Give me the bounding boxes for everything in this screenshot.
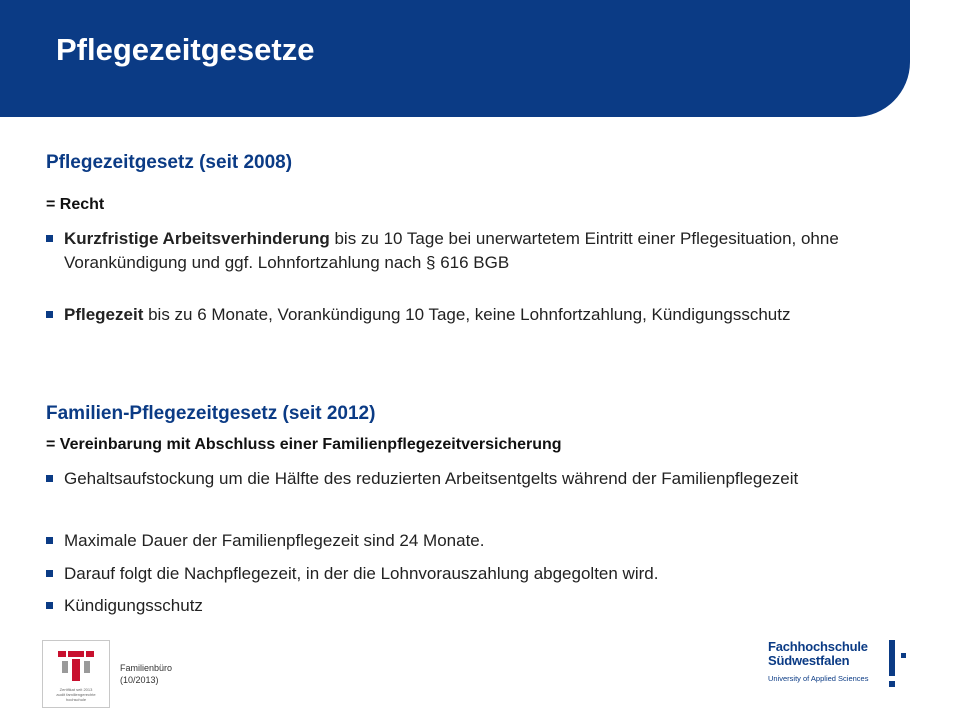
section2-bullet-3 — [46, 562, 846, 586]
footer-caption — [120, 662, 172, 686]
bullet-bold: Kurzfristige Arbeitsverhinderung — [64, 229, 330, 248]
bullet-marker — [46, 311, 53, 318]
section1-bullet-2 — [46, 303, 846, 327]
bullet-text: Maximale Dauer der Familienpflegezeit sind 24 Monate. — [64, 531, 485, 550]
bullet-text: Kündigungsschutz — [64, 596, 203, 615]
fh-dot-icon — [889, 681, 895, 687]
svg-text:Zertifikat seit 2013: Zertifikat seit 2013 — [59, 687, 93, 692]
audit-logo-icon — [43, 641, 109, 707]
section1-heading: Pflegezeitgesetz (seit 2008) — [46, 152, 293, 173]
fh-logo-line3: University of Applied Sciences — [768, 674, 869, 683]
footer-date: (10/2013) — [120, 675, 159, 685]
bullet-text: bis zu 6 Monate, Vorankündigung 10 Tage, keine Lohnfortzahlung, Kündigungsschutz — [143, 305, 791, 324]
bullet-text: Gehaltsaufstockung um die Hälfte des reduzierten Arbeitsentgelts während der Familienpflegezeit — [64, 469, 799, 488]
page-title: Pflegezeitgesetze — [56, 32, 315, 67]
bullet-text: Darauf folgt die Nachpflegezeit, in der die Lohnvorauszahlung abgegolten wird. — [64, 564, 659, 583]
svg-text:hochschule: hochschule — [65, 697, 87, 702]
bullet-marker — [46, 602, 53, 609]
fh-logo-line2: Südwestfalen — [768, 653, 850, 668]
section2-subheading: = Vereinbarung mit Abschluss einer Familienpflegezeitversicherung — [46, 436, 562, 453]
bullet-marker — [46, 570, 53, 577]
fh-dot-icon — [901, 653, 906, 658]
bullet-marker — [46, 537, 53, 544]
fh-suedwestfalen-logo — [768, 640, 918, 690]
fh-logo-line1: Fachhochschule — [768, 639, 868, 654]
section2-bullet-4 — [46, 594, 846, 618]
audit-certificate-logo — [42, 640, 110, 708]
section2-bullet-2 — [46, 529, 846, 553]
section2-heading: Familien-Pflegezeitgesetz (seit 2012) — [46, 403, 376, 424]
bullet-text: bis zu 10 Tage bei unerwartetem Eintritt einer Pflegesituation, ohne Vorankündigung und ggf. Lohnfortzahlung nach § 616 BGB — [64, 229, 839, 272]
bullet-marker — [46, 235, 53, 242]
section1-subheading: = Recht — [46, 196, 105, 213]
header-banner — [0, 0, 910, 117]
bullet-marker — [46, 475, 53, 482]
footer-office: Familienbüro — [120, 663, 173, 673]
bullet-bold: Pflegezeit — [64, 305, 144, 324]
fh-exclamation-icon — [889, 640, 895, 676]
section2-bullet-1 — [46, 467, 846, 491]
section1-bullet-1 — [46, 227, 846, 275]
svg-text:audit familiengerechte: audit familiengerechte — [56, 692, 96, 697]
